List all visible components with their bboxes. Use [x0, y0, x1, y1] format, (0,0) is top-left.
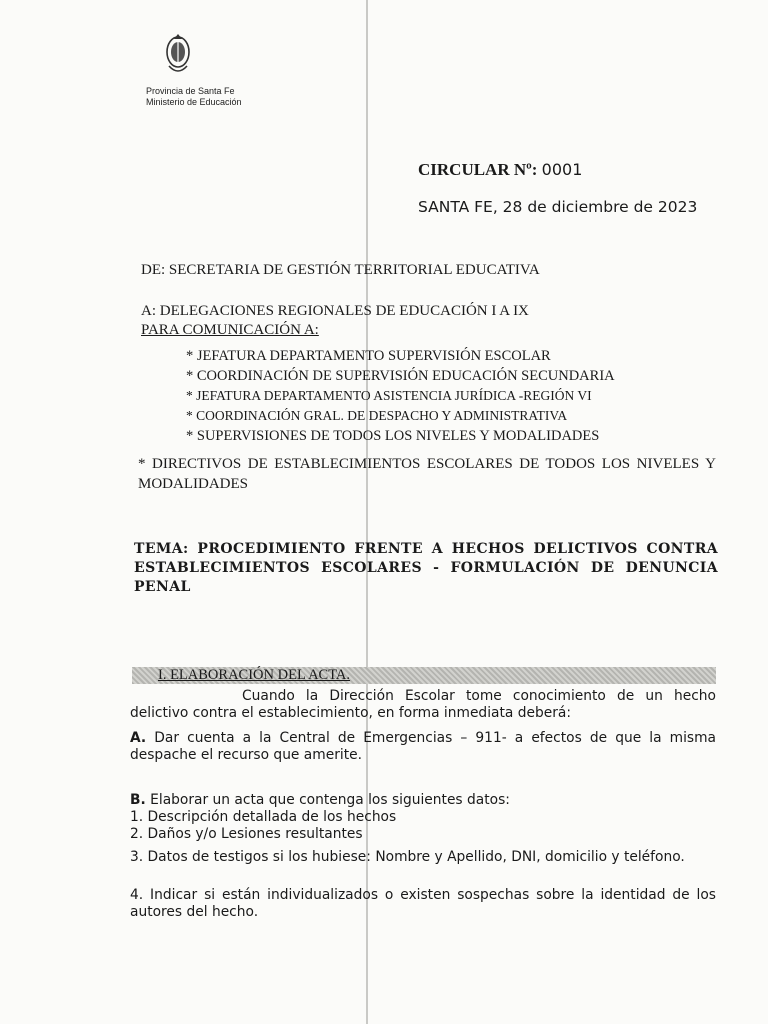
from-line: DE: SECRETARIA DE GESTIÓN TERRITORIAL EDUCATIVA: [141, 262, 540, 278]
subject-heading: TEMA: PROCEDIMIENTO FRENTE A HECHOS DELICTIVOS CONTRA ESTABLECIMIENTOS ESCOLARES - FORMULACIÓN DE DENUNCIA PENAL: [134, 541, 718, 595]
communication-label: PARA COMUNICACIÓN A:: [141, 322, 319, 338]
recipient-item: * COORDINACIÓN DE SUPERVISIÓN EDUCACIÓN SECUNDARIA: [186, 368, 615, 384]
to-line: A: DELEGACIONES REGIONALES DE EDUCACIÓN I A IX: [141, 303, 529, 319]
circular-number: 0001: [541, 160, 583, 179]
data-item: 1. Descripción detallada de los hechos: [130, 809, 397, 825]
santa-fe-seal-icon: [164, 30, 192, 78]
step-b: [130, 792, 716, 843]
data-item-authors: 4. Indicar si están individualizados o existen sospechas sobre la identidad de los autores del hecho.: [130, 887, 716, 920]
step-b-label: B.: [130, 792, 146, 808]
step-a: [130, 730, 716, 764]
ministry-name: Ministerio de Educación: [146, 97, 242, 107]
ministry-header: [146, 86, 242, 108]
recipient-item-directivos: * DIRECTIVOS DE ESTABLECIMIENTOS ESCOLARES DE TODOS LOS NIVELES Y MODALIDADES: [138, 456, 716, 492]
step-b-text: Elaborar un acta que contenga los siguientes datos:: [150, 792, 510, 808]
recipient-item: * SUPERVISIONES DE TODOS LOS NIVELES Y MODALIDADES: [186, 428, 600, 444]
recipient-item: * JEFATURA DEPARTAMENTO SUPERVISIÓN ESCOLAR: [186, 348, 551, 364]
data-item: 2. Daños y/o Lesiones resultantes: [130, 826, 363, 842]
recipient-item: * COORDINACIÓN GRAL. DE DESPACHO Y ADMINISTRATIVA: [186, 408, 568, 423]
scan-fold-line: [366, 0, 368, 1024]
circular-heading: [418, 160, 582, 180]
step-b-line: [130, 792, 716, 809]
step-a-text: Dar cuenta a la Central de Emergencias – 911- a efectos de que la misma despache el recurso que amerite.: [130, 730, 716, 763]
intro-paragraph: Cuando la Dirección Escolar tome conocimiento de un hecho delictivo contra el establecimiento, en forma inmediata deberá:: [130, 688, 716, 721]
circular-label: CIRCULAR Nº:: [418, 160, 538, 179]
to-block: [141, 302, 529, 340]
province-name: Provincia de Santa Fe: [146, 86, 235, 96]
circular-date: SANTA FE, 28 de diciembre de 2023: [418, 198, 698, 216]
data-item-witnesses: 3. Datos de testigos si los hubiese: Nombre y Apellido, DNI, domicilio y teléfono.: [130, 849, 685, 865]
step-a-label: A.: [130, 730, 147, 746]
recipient-list: [186, 346, 726, 446]
recipient-item: * JEFATURA DEPARTAMENTO ASISTENCIA JURÍDICA -REGIÓN VI: [186, 388, 592, 403]
section-title: I. ELABORACIÓN DEL ACTA.: [158, 667, 351, 683]
